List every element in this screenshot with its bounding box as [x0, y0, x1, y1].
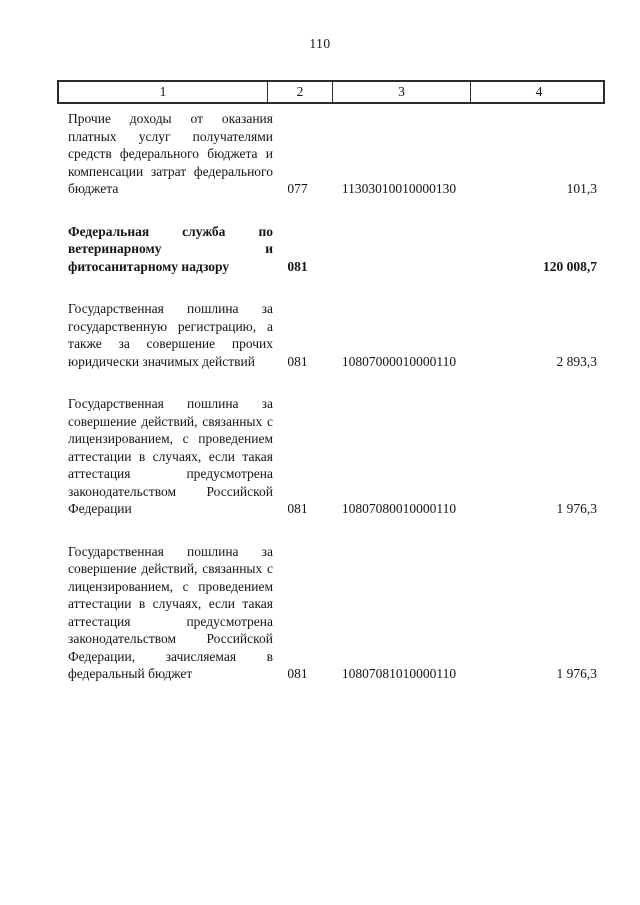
table-row	[57, 300, 605, 370]
row-description: Государственная пошлина за совершение действий, связанных с лицензированием, с проведением аттестации в случаях, если такая аттестация предусмотрена законодательством Российской Федерации	[68, 396, 273, 516]
row-amount: 1 976,3	[556, 666, 597, 681]
row-kbk-code: 10807081010000110	[341, 666, 457, 681]
row-kbk-code: 10807000010000110	[341, 353, 457, 369]
row-amount: 120 008,7	[543, 258, 597, 274]
table-header-row	[57, 80, 605, 104]
row-kbk-code: 10807080010000110	[341, 501, 457, 516]
row-description: Прочие доходы от оказания платных услуг получателями средств федерального бюджета и компенсации затрат федерального бюджета	[68, 111, 273, 196]
row-amount: 101,3	[566, 181, 597, 196]
header-cell-3: 3	[332, 82, 470, 102]
row-description: Федеральная служба по ветеринарному и фитосанитарному надзору	[68, 223, 273, 274]
header-cell-1: 1	[159, 84, 167, 99]
table-row	[57, 110, 605, 198]
header-cell-2: 2	[267, 82, 332, 102]
header-cell-4: 4	[470, 82, 607, 102]
row-admin-code: 077	[287, 181, 308, 196]
page-number: 110	[309, 36, 331, 51]
table-row	[57, 543, 605, 683]
row-description: Государственная пошлина за государственную регистрацию, а также за совершение прочих юридически значимых действий	[68, 301, 273, 369]
row-admin-code: 081	[287, 501, 308, 516]
row-admin-code: 081	[287, 353, 308, 369]
row-admin-code: 081	[287, 666, 308, 681]
table-row	[57, 223, 605, 276]
row-amount: 2 893,3	[556, 353, 597, 369]
budget-table	[57, 80, 605, 708]
row-amount: 1 976,3	[556, 501, 597, 516]
table-body	[57, 110, 605, 683]
row-kbk-code: 11303010010000130	[341, 181, 457, 196]
row-description: Государственная пошлина за совершение действий, связанных с лицензированием, с проведением аттестации в случаях, если такая аттестация предусмотрена законодательством Российской Федерации, зачисляемая в федеральный бюджет	[68, 543, 273, 681]
table-row	[57, 395, 605, 518]
row-admin-code: 081	[287, 258, 308, 274]
